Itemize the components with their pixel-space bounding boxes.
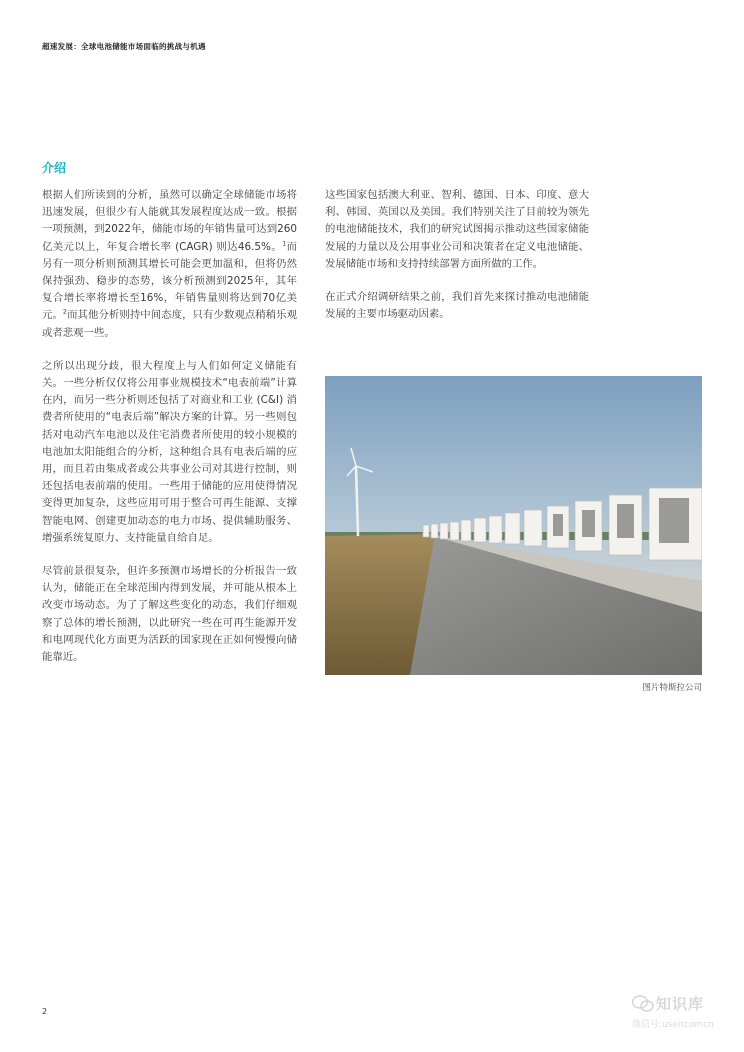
section-title: 介绍 — [42, 161, 67, 175]
left-column — [42, 187, 297, 682]
paragraph-2: 之所以出现分歧，很大程度上与人们如何定义储能有关。一些分析仅仅将公用事业规模技术“电表前端”计算在内，而另一些分析则还包括了对商业和工业 (C&I) 消费者所使用的“电表后端”解决方案的计算。另一些则包括对电动汽车电池以及住宅消费者所使用的较小规模的电池加太阳能组合的分析，这种组合具有电表后端的应用，而且若由集成者或公共事业公司对其进行控制，则还包括电表前端的使用。一些用于储能的应用使得情况变得更加复杂，这些应用可用于整合可再生能源、支撑智能电网、创建更加动态的电力市场、提供辅助服务、增强系统复原力、支持能量自给自足。 — [42, 359, 297, 544]
paragraph-3: 尽管前景很复杂，但许多预测市场增长的分析报告一致认为，储能正在全球范围内得到发展，并可能从根本上改变市场动态。为了了解这些变化的动态，我们仔细观察了总体的增长预测，以此研究一些在可再生能源开发和电网现代化方面更为活跃的国家现在正如何慢慢向储能靠近。 — [42, 565, 297, 664]
footnote-ref-1[interactable]: 1 — [282, 239, 287, 248]
paragraph-1-part-a: 根据人们所读到的分析，虽然可以确定全球储能市场将迅速发展，但很少有人能就其发展程度达成一致。根据一项预测，到2022年，储能市场的年销售量可达到260亿美元以上，年复合增长率 (CAGR) 则达46.5%。 — [42, 189, 297, 253]
right-column — [325, 187, 589, 339]
footnote-ref-2[interactable]: 2 — [62, 307, 68, 316]
page-number: 2 — [42, 1007, 48, 1016]
paragraph-5: 在正式介绍调研结果之前，我们首先来探讨推动电池储能发展的主要市场驱动因素。 — [325, 291, 589, 321]
paragraph-4: 这些国家包括澳大利亚、智利、德国、日本、印度、意大利、韩国、英国以及美国。我们特别关注了目前较为领先的电池储能技术，我们的研究试图揭示推动这些国家储能发展的力量以及公用事业公司和决策者在定义电池储能、发展储能市场和支持持续部署方面所做的工作。 — [325, 189, 589, 270]
photo-caption: 图片特斯拉公司 — [642, 683, 702, 693]
paragraph-1 — [42, 187, 297, 342]
battery-storage-photo — [325, 376, 702, 675]
paragraph-1-part-c: 而其他分析则持中间态度，只有少数观点稍稍乐观或者悲观一些。 — [42, 309, 297, 339]
watermark-subtitle: 微信号:useitcomcn — [632, 1020, 714, 1030]
paragraph-1-part-b: 而另有一项分析则预测其增长可能会更加温和，但将仍然保持强劲、稳步的态势，该分析预测到2025年，其年复合增长率将增长至16%，年销售量则将达到70亿美元。 — [42, 240, 297, 322]
watermark — [632, 993, 740, 1039]
running-header: 超速发展：全球电池储能市场面临的挑战与机遇 — [42, 42, 206, 51]
watermark-logo: 知识库 — [656, 995, 705, 1013]
